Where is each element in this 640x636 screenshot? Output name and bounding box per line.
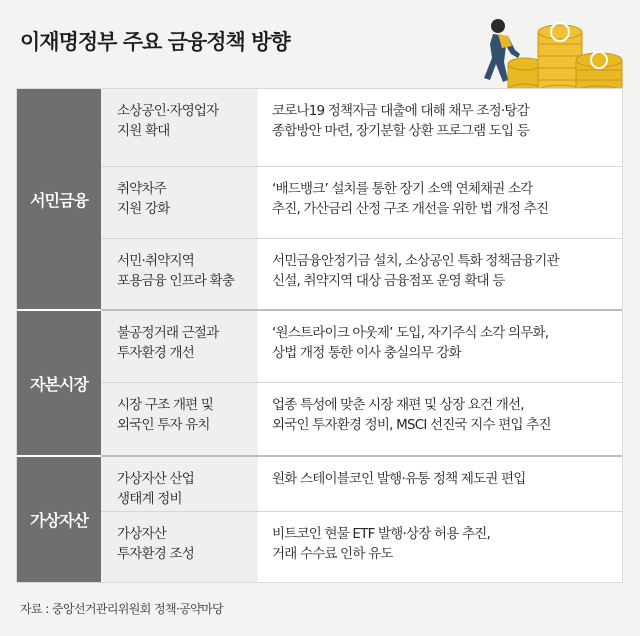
policy-detail: 서민금융안정기금 설치, 소상공인 특화 정책금융기관 신설, 취약지역 대상 금융점포 운영 확대 등 xyxy=(258,239,622,311)
policy-item: 가상자산 산업 생태계 정비 xyxy=(101,457,258,512)
policy-detail: ‘원스트라이크 아웃제’ 도입, 자기주식 소각 의무화, 상법 개정 통한 이사 충실의무 강화 xyxy=(258,311,622,383)
policy-item: 불공정거래 근절과 투자환경 개선 xyxy=(101,311,258,383)
category-label: 자본시장 xyxy=(17,311,101,457)
category-label: 가상자산 xyxy=(17,457,101,582)
policy-detail: 비트코인 현물 ETF 발행·상장 허용 추진, 거래 수수료 인하 유도 xyxy=(258,512,622,582)
page-title: 이재명정부 주요 금융정책 방향 xyxy=(20,30,290,54)
policy-item: 시장 구조 개편 및 외국인 투자 유치 xyxy=(101,383,258,457)
policy-item: 취약차주 지원 강화 xyxy=(101,167,258,239)
category-label: 서민금융 xyxy=(17,89,101,311)
policy-item: 서민·취약지역 포용금융 인프라 확충 xyxy=(101,239,258,311)
policy-detail: 코로나19 정책자금 대출에 대해 채무 조정·탕감 종합방안 마련, 장기분할 상환 프로그램 도입 등 xyxy=(258,89,622,167)
policy-item: 소상공인·자영업자 지원 확대 xyxy=(101,89,258,167)
policy-item: 가상자산 투자환경 조성 xyxy=(101,512,258,582)
policy-detail: 원화 스테이블코인 발행·유통 정책 제도권 편입 xyxy=(258,457,622,512)
policy-detail: ‘배드뱅크’ 설치를 통한 장기 소액 연체채권 소각 추진, 가산금리 산정 구조 개선을 위한 법 개정 추진 xyxy=(258,167,622,239)
person-pushing-coin-stacks-icon xyxy=(468,14,638,98)
source-note: 자료 : 중앙선거관리위원회 정책·공약마당 xyxy=(20,602,224,616)
policy-table xyxy=(16,88,623,583)
policy-detail: 업종 특성에 맞춘 시장 재편 및 상장 요건 개선, 외국인 투자환경 정비, MSCI 선진국 지수 편입 추진 xyxy=(258,383,622,457)
